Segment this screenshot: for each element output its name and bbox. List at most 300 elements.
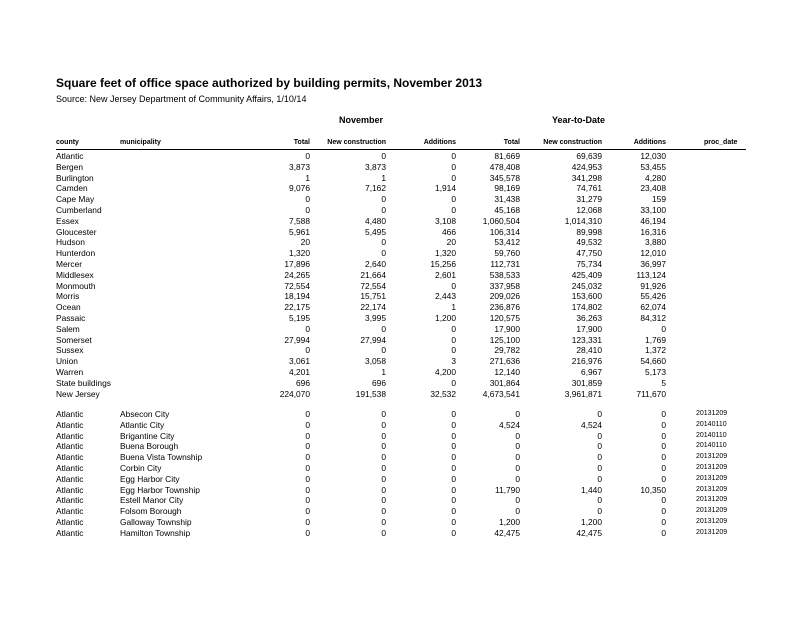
cell-ytd-additions: 0	[661, 517, 666, 527]
cell-ytd-total: 42,475	[494, 527, 520, 538]
cell-proc-date: 20131209	[696, 518, 728, 525]
cell-ytd-new: 3,961,871	[564, 388, 602, 399]
cell-ytd-new: 12,068	[576, 205, 602, 215]
county-row	[0, 291, 800, 301]
cell-nov-new: 3,058	[365, 356, 386, 367]
cell-ytd-new: 123,331	[571, 334, 602, 345]
cell-nov-total: 20	[300, 237, 310, 248]
cell-nov-total: 0	[305, 473, 310, 484]
cell-ytd-new: 1,014,310	[564, 215, 602, 226]
cell-county: Atlantic	[56, 484, 84, 495]
cell-ytd-additions: 0	[661, 495, 666, 506]
cell-ytd-total: 125,100	[489, 334, 520, 345]
cell-ytd-total: 0	[515, 441, 520, 452]
cell-county: Cape May	[56, 194, 95, 205]
cell-ytd-additions: 33,100	[640, 205, 666, 215]
cell-county: Passaic	[56, 313, 86, 323]
county-row	[0, 205, 800, 215]
cell-county: Bergen	[56, 161, 84, 172]
cell-county: Hunterdon	[56, 248, 96, 259]
cell-ytd-additions: 0	[661, 473, 666, 484]
col-header-nov-new: New construction	[327, 139, 386, 146]
municipality-row	[0, 495, 800, 505]
cell-ytd-new: 89,998	[576, 226, 602, 237]
county-row	[0, 162, 800, 172]
cell-nov-total: 0	[305, 527, 310, 538]
cell-nov-new: 0	[381, 527, 386, 538]
cell-county: Union	[56, 356, 78, 367]
cell-county: Atlantic	[56, 463, 84, 473]
cell-county: Mercer	[56, 259, 83, 269]
cell-nov-new: 21,664	[360, 269, 386, 280]
cell-county: New Jersey	[56, 388, 100, 399]
cell-nov-total: 5,961	[289, 226, 310, 237]
cell-ytd-total: 538,533	[489, 269, 520, 280]
municipality-row	[0, 441, 800, 451]
cell-ytd-additions: 4,280	[645, 172, 666, 183]
county-row	[0, 324, 800, 334]
municipality-row	[0, 409, 800, 419]
cell-nov-additions: 3,108	[435, 215, 456, 226]
cell-nov-total: 7,588	[289, 215, 310, 226]
municipality-row	[0, 506, 800, 516]
cell-county: Atlantic	[56, 517, 84, 527]
cell-ytd-total: 0	[515, 473, 520, 484]
cell-nov-additions: 2,601	[435, 269, 456, 280]
municipality-row	[0, 528, 800, 538]
cell-ytd-new: 1,440	[581, 484, 602, 495]
cell-county: Cumberland	[56, 205, 102, 215]
cell-ytd-total: 120,575	[489, 313, 520, 323]
cell-proc-date: 20131209	[696, 453, 728, 461]
cell-nov-new: 7,162	[365, 183, 386, 194]
cell-nov-new: 5,495	[365, 226, 386, 237]
county-row	[0, 335, 800, 345]
cell-nov-additions: 0	[451, 463, 456, 473]
cell-ytd-total: 98,169	[494, 183, 520, 194]
cell-county: Atlantic	[56, 452, 84, 463]
cell-nov-additions: 0	[451, 484, 456, 495]
cell-nov-total: 72,554	[284, 280, 310, 291]
header-rule	[56, 149, 746, 150]
cell-nov-additions: 0	[451, 377, 456, 388]
cell-ytd-additions: 0	[661, 441, 666, 452]
cell-proc-date: 20131209	[696, 496, 728, 504]
cell-ytd-additions: 0	[661, 430, 666, 441]
cell-nov-new: 0	[381, 248, 386, 259]
cell-nov-additions: 0	[451, 430, 456, 441]
cell-ytd-new: 0	[597, 463, 602, 473]
cell-nov-new: 2,640	[365, 259, 386, 269]
cell-ytd-total: 4,673,541	[482, 388, 520, 399]
cell-nov-new: 0	[381, 484, 386, 495]
cell-ytd-total: 0	[515, 495, 520, 506]
municipality-row	[0, 463, 800, 473]
cell-ytd-additions: 23,408	[640, 183, 666, 194]
cell-ytd-additions: 84,312	[640, 313, 666, 323]
cell-nov-additions: 0	[451, 452, 456, 463]
cell-county: Atlantic	[56, 151, 84, 161]
county-row	[0, 281, 800, 291]
cell-county: Camden	[56, 183, 88, 194]
col-header-county: county	[56, 139, 79, 146]
county-row	[0, 313, 800, 323]
county-row	[0, 183, 800, 193]
cell-nov-total: 17,896	[284, 259, 310, 269]
cell-nov-total: 696	[296, 377, 310, 388]
cell-nov-new: 0	[381, 323, 386, 334]
cell-nov-new: 4,480	[365, 215, 386, 226]
cell-ytd-total: 59,760	[494, 248, 520, 259]
cell-municipality: Egg Harbor City	[120, 473, 180, 484]
cell-ytd-total: 0	[515, 506, 520, 517]
cell-county: Atlantic	[56, 441, 84, 452]
cell-nov-total: 0	[305, 517, 310, 527]
cell-nov-additions: 0	[451, 345, 456, 356]
cell-nov-total: 1	[305, 172, 310, 183]
cell-county: Warren	[56, 367, 84, 377]
cell-nov-new: 0	[381, 452, 386, 463]
cell-proc-date: 20131209	[696, 474, 728, 482]
cell-ytd-additions: 36,997	[640, 259, 666, 269]
cell-ytd-total: 0	[515, 463, 520, 473]
cell-nov-additions: 20	[446, 237, 456, 248]
cell-ytd-additions: 5,173	[645, 367, 666, 377]
cell-proc-date: 20140110	[696, 442, 727, 450]
cell-nov-new: 0	[381, 194, 386, 205]
cell-county: Atlantic	[56, 506, 84, 517]
cell-nov-additions: 0	[451, 151, 456, 161]
cell-nov-new: 1	[381, 172, 386, 183]
cell-ytd-new: 0	[597, 430, 602, 441]
cell-ytd-additions: 0	[661, 409, 666, 419]
cell-nov-new: 0	[381, 441, 386, 452]
municipality-row	[0, 452, 800, 462]
cell-proc-date: 20131209	[696, 528, 728, 536]
cell-nov-new: 0	[381, 473, 386, 484]
cell-ytd-additions: 0	[661, 419, 666, 430]
cell-nov-new: 696	[372, 377, 386, 388]
cell-proc-date: 20131209	[696, 464, 728, 471]
county-row	[0, 173, 800, 183]
cell-nov-new: 0	[381, 419, 386, 430]
cell-nov-additions: 0	[451, 495, 456, 506]
cell-nov-additions: 0	[451, 205, 456, 215]
cell-ytd-additions: 46,194	[640, 215, 666, 226]
county-row	[0, 345, 800, 355]
cell-ytd-total: 4,524	[499, 419, 520, 430]
cell-nov-total: 0	[305, 484, 310, 495]
cell-nov-total: 0	[305, 194, 310, 205]
cell-ytd-new: 0	[597, 409, 602, 419]
cell-nov-additions: 0	[451, 527, 456, 538]
cell-ytd-new: 425,409	[571, 269, 602, 280]
cell-nov-additions: 0	[451, 194, 456, 205]
county-row	[0, 237, 800, 247]
cell-county: Atlantic	[56, 495, 84, 506]
cell-ytd-new: 0	[597, 452, 602, 463]
cell-municipality: Absecon City	[120, 409, 170, 419]
cell-nov-additions: 15,256	[430, 259, 456, 269]
cell-county: Atlantic	[56, 527, 84, 538]
cell-nov-additions: 4,200	[435, 367, 456, 377]
cell-ytd-new: 36,263	[576, 313, 602, 323]
cell-ytd-additions: 12,010	[640, 248, 666, 259]
cell-county: Burlington	[56, 172, 94, 183]
cell-county: Sussex	[56, 345, 84, 356]
municipality-row	[0, 485, 800, 495]
cell-municipality: Egg Harbor Township	[120, 484, 200, 495]
county-row	[0, 270, 800, 280]
county-row	[0, 248, 800, 258]
col-header-ytd-additions: Additions	[633, 139, 666, 146]
cell-nov-total: 0	[305, 463, 310, 473]
cell-municipality: Atlantic City	[120, 419, 165, 430]
cell-ytd-new: 0	[597, 506, 602, 517]
cell-ytd-total: 81,669	[494, 151, 520, 161]
cell-county: Atlantic	[56, 473, 84, 484]
cell-ytd-additions: 0	[661, 463, 666, 473]
cell-ytd-additions: 159	[652, 194, 666, 205]
cell-municipality: Corbin City	[120, 463, 162, 473]
county-row	[0, 302, 800, 312]
cell-ytd-new: 153,600	[571, 291, 602, 302]
cell-ytd-new: 47,750	[576, 248, 602, 259]
cell-ytd-new: 0	[597, 473, 602, 484]
cell-nov-additions: 1	[451, 302, 456, 313]
cell-nov-additions: 3	[451, 356, 456, 367]
cell-ytd-additions: 1,372	[645, 345, 666, 356]
cell-municipality: Buena Borough	[120, 441, 179, 452]
cell-proc-date: 20131209	[696, 485, 728, 493]
cell-nov-total: 4,201	[289, 367, 310, 377]
cell-ytd-total: 1,060,504	[482, 215, 520, 226]
cell-municipality: Estell Manor City	[120, 495, 184, 506]
cell-nov-additions: 32,532	[430, 388, 456, 399]
county-row	[0, 389, 800, 399]
cell-nov-new: 0	[381, 430, 386, 441]
cell-nov-total: 0	[305, 205, 310, 215]
municipality-row	[0, 517, 800, 527]
cell-nov-total: 0	[305, 419, 310, 430]
col-header-ytd-new: New construction	[543, 139, 602, 146]
cell-ytd-additions: 10,350	[640, 484, 666, 495]
cell-ytd-total: 271,636	[489, 356, 520, 367]
cell-ytd-additions: 54,660	[640, 356, 666, 367]
cell-nov-total: 0	[305, 345, 310, 356]
cell-nov-additions: 0	[451, 172, 456, 183]
cell-nov-new: 3,995	[365, 313, 386, 323]
cell-nov-new: 22,174	[360, 302, 386, 313]
cell-ytd-total: 301,864	[489, 377, 520, 388]
cell-proc-date: 20140110	[696, 431, 727, 439]
municipality-row	[0, 431, 800, 441]
cell-nov-total: 27,994	[284, 334, 310, 345]
county-row	[0, 216, 800, 226]
cell-ytd-total: 112,731	[490, 259, 520, 269]
cell-ytd-new: 0	[597, 495, 602, 506]
cell-ytd-additions: 3,880	[645, 237, 666, 248]
cell-ytd-new: 174,802	[571, 302, 602, 313]
cell-nov-new: 15,751	[360, 291, 386, 302]
cell-nov-additions: 0	[451, 506, 456, 517]
cell-ytd-total: 11,790	[495, 484, 520, 495]
county-row	[0, 227, 800, 237]
cell-county: Somerset	[56, 334, 92, 345]
cell-ytd-additions: 0	[661, 527, 666, 538]
cell-nov-additions: 1,914	[435, 183, 456, 194]
cell-nov-new: 72,554	[360, 280, 386, 291]
cell-ytd-total: 29,782	[494, 345, 520, 356]
county-row	[0, 356, 800, 366]
cell-ytd-additions: 1,769	[645, 334, 666, 345]
cell-county: Monmouth	[56, 280, 96, 291]
group-header-ytd: Year-to-Date	[552, 115, 606, 125]
cell-ytd-new: 6,967	[581, 367, 602, 377]
col-header-nov-total: Total	[293, 139, 310, 146]
cell-ytd-additions: 12,030	[640, 151, 666, 161]
cell-nov-additions: 466	[442, 226, 456, 237]
cell-county: Middlesex	[56, 269, 94, 280]
cell-ytd-additions: 16,316	[640, 226, 666, 237]
cell-nov-total: 0	[305, 323, 310, 334]
cell-ytd-new: 28,410	[576, 345, 602, 356]
cell-nov-additions: 1,320	[435, 248, 456, 259]
county-row	[0, 367, 800, 377]
cell-county: Essex	[56, 215, 79, 226]
cell-municipality: Folsom Borough	[120, 506, 182, 517]
cell-nov-additions: 0	[451, 473, 456, 484]
cell-ytd-additions: 0	[661, 506, 666, 517]
cell-ytd-total: 0	[515, 409, 520, 419]
cell-nov-total: 24,265	[284, 269, 310, 280]
cell-nov-additions: 0	[451, 323, 456, 334]
cell-ytd-new: 0	[597, 441, 602, 452]
cell-county: Gloucester	[56, 226, 97, 237]
cell-ytd-total: 478,408	[489, 161, 520, 172]
cell-county: Atlantic	[56, 409, 84, 419]
municipality-row	[0, 474, 800, 484]
cell-nov-total: 0	[305, 452, 310, 463]
cell-ytd-additions: 55,426	[640, 291, 666, 302]
cell-nov-new: 0	[381, 237, 386, 248]
cell-nov-total: 5,195	[289, 313, 310, 323]
cell-proc-date: 20131209	[696, 507, 728, 515]
cell-nov-total: 0	[305, 430, 310, 441]
cell-ytd-new: 245,032	[571, 280, 602, 291]
cell-ytd-additions: 91,926	[640, 280, 666, 291]
cell-ytd-total: 106,314	[489, 226, 520, 237]
cell-ytd-new: 4,524	[581, 419, 602, 430]
cell-ytd-total: 337,958	[489, 280, 520, 291]
cell-county: State buildings	[56, 377, 111, 388]
cell-ytd-additions: 53,455	[640, 161, 666, 172]
cell-nov-new: 0	[381, 151, 386, 161]
cell-county: Ocean	[56, 302, 81, 313]
cell-ytd-new: 31,279	[576, 194, 602, 205]
county-row	[0, 259, 800, 269]
cell-nov-total: 0	[305, 409, 310, 419]
cell-nov-new: 0	[381, 495, 386, 506]
cell-ytd-new: 49,532	[576, 237, 602, 248]
cell-nov-additions: 0	[451, 334, 456, 345]
cell-proc-date: 20140110	[696, 420, 727, 428]
cell-ytd-additions: 0	[661, 452, 666, 463]
cell-ytd-new: 74,761	[576, 183, 602, 194]
cell-ytd-new: 1,200	[581, 517, 602, 527]
cell-ytd-total: 17,900	[494, 323, 520, 334]
cell-nov-total: 18,194	[284, 291, 310, 302]
county-row	[0, 378, 800, 388]
cell-county: Atlantic	[56, 419, 84, 430]
cell-nov-additions: 0	[451, 517, 456, 527]
cell-ytd-new: 341,298	[571, 172, 602, 183]
cell-ytd-total: 0	[515, 430, 520, 441]
cell-ytd-additions: 0	[661, 323, 666, 334]
cell-ytd-new: 75,734	[576, 259, 602, 269]
page-title: Square feet of office space authorized by building permits, November 2013	[56, 76, 483, 90]
cell-municipality: Brigantine City	[120, 430, 175, 441]
cell-county: Morris	[56, 291, 80, 302]
col-header-proc-date: proc_date	[704, 139, 738, 146]
cell-proc-date: 20131209	[696, 410, 728, 417]
county-row	[0, 194, 800, 204]
cell-nov-total: 0	[305, 151, 310, 161]
cell-nov-additions: 1,200	[435, 313, 456, 323]
cell-municipality: Galloway Township	[120, 517, 192, 527]
group-header-november: November	[339, 115, 384, 125]
cell-ytd-total: 209,026	[489, 291, 520, 302]
cell-nov-total: 9,076	[289, 183, 310, 194]
cell-ytd-new: 301,859	[571, 377, 602, 388]
cell-nov-total: 0	[305, 495, 310, 506]
col-header-nov-additions: Additions	[423, 139, 456, 146]
cell-county: Hudson	[56, 237, 85, 248]
cell-nov-new: 0	[381, 205, 386, 215]
cell-nov-total: 0	[305, 441, 310, 452]
cell-ytd-additions: 5	[661, 377, 666, 388]
cell-ytd-total: 31,438	[494, 194, 520, 205]
cell-ytd-additions: 711,670	[636, 388, 666, 399]
cell-nov-total: 1,320	[289, 248, 310, 259]
cell-nov-new: 0	[381, 345, 386, 356]
cell-ytd-total: 236,876	[489, 302, 520, 313]
cell-municipality: Hamilton Township	[120, 527, 191, 538]
municipality-row	[0, 420, 800, 430]
cell-nov-total: 3,061	[289, 356, 310, 367]
cell-nov-total: 22,175	[284, 302, 310, 313]
cell-ytd-new: 42,475	[576, 527, 602, 538]
cell-ytd-new: 216,976	[571, 356, 602, 367]
cell-nov-additions: 0	[451, 280, 456, 291]
cell-ytd-new: 69,639	[576, 151, 602, 161]
cell-ytd-additions: 62,074	[640, 302, 666, 313]
cell-ytd-total: 45,168	[494, 205, 520, 215]
cell-nov-additions: 0	[451, 161, 456, 172]
cell-nov-new: 27,994	[360, 334, 386, 345]
cell-nov-additions: 2,443	[435, 291, 456, 302]
cell-nov-new: 0	[381, 517, 386, 527]
cell-ytd-new: 424,953	[571, 161, 602, 172]
cell-nov-new: 191,538	[355, 388, 386, 399]
cell-ytd-total: 0	[515, 452, 520, 463]
cell-municipality: Buena Vista Township	[120, 452, 203, 463]
cell-ytd-total: 12,140	[494, 367, 520, 377]
cell-ytd-total: 345,578	[489, 172, 520, 183]
col-header-municipality: municipality	[120, 139, 161, 146]
cell-ytd-total: 1,200	[499, 517, 520, 527]
cell-ytd-total: 53,412	[494, 237, 520, 248]
